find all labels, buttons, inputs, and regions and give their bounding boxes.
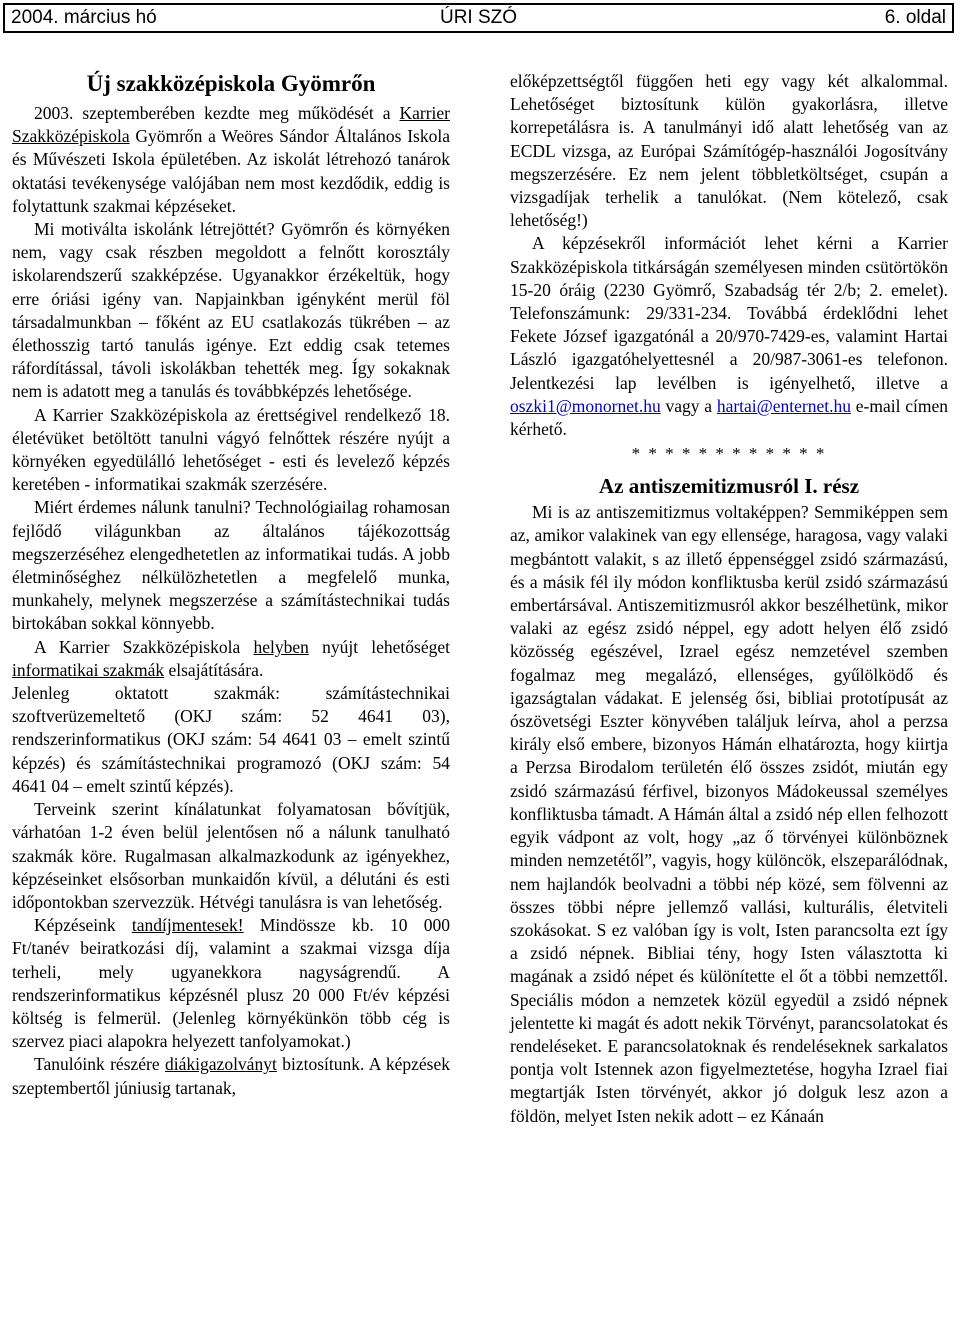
page-number: 6. oldal [884, 7, 946, 28]
paragraph: előképzettségtől függően heti egy vagy két alkalommal. Lehetőséget biztosítunk külön gyakorlásra, illetve korrepetálásra is. A tanulmányi idő alatt lehetőség van az ECDL vizsga, az Európai Számítógép-használói Jogosítvány megszerzésére. Ez nem jelent többletköltséget, csupán a vizsgadíjak terhelik a tanulókat. (Nem kötelező, csak lehetőség!) [510, 71, 948, 231]
paragraph: A Karrier Szakközépiskola az érettségivel rendelkező 18. életévüket betöltött tanulni vágyó felnőttek részére nyújt a környéken egyedülálló lehetőséget - esti és levelező képzés keretében - informatikai szakmák szerzésére. [12, 404, 450, 495]
paragraph: Jelenleg oktatott szakmák: számítástechnikai szoftverüzemeltető (OKJ szám: 52 4641 03), rendszerinformatikus (OKJ szám: 54 4641 03 – emelt szintű képzés) és számítástechnikai programozó (OKJ szám: 54 4641 04 – emelt szintű képzés). [12, 683, 450, 796]
paragraph: A Karrier Szakközépiskola helyben nyújt lehetőséget informatikai szakmák elsajátítására. [12, 636, 450, 680]
underlined-text: helyben [253, 636, 309, 657]
paragraph: Képzéseink tandíjmentesek! Mindössze kb. 10 000 Ft/tanév beiratkozási díj, valamint a szakmai vizsga díja terheli, mely ugyanekkora nagyságrendű. A rendszerinformatikus képzésnél plusz 20 000 Ft/év képzési költség is felmerül. (Jelenleg környékünkön több cég is szervez piaci alapokra helyezett tanfolyamokat.) [12, 915, 450, 1052]
paragraph: Miért érdemes nálunk tanulni? Technológiailag rohamosan fejlődő világunkban az általános tájékozottság megszerzéséhez elengedhetetlen az informatikai tudás. A jobb életminőséghez nélkülözhetetlen a megfelelő munka, munkahely, melynek megszerzése a számítástechnikai tudás birtokában sokkal könnyebb. [12, 497, 450, 634]
underlined-text: diákigazolványt [165, 1054, 277, 1075]
paragraph: 2003. szeptemberében kezdte meg működését a Karrier Szakközépiskola Gyömrőn a Weöres Sándor Általános Iskola és Művészeti Iskola épületében. Az iskolát létrehozó tanárok oktatási tevékenysége valójában nem most kezdődik, eddig is folytattunk szakmai képzéseket. [12, 103, 450, 216]
paragraph: Tanulóink részére diákigazolványt biztosítunk. A képzések szeptembertől júniusig tartanak, [12, 1054, 450, 1098]
publication-title: ÚRI SZÓ [439, 7, 518, 28]
article-title: Az antiszemitizmusról I. rész [598, 474, 860, 499]
email-link[interactable]: oszki1@monornet.hu [510, 395, 661, 416]
underlined-text: tandíjmentesek! [131, 915, 244, 936]
separator: * * * * * * * * * * * * [631, 444, 827, 464]
paragraph: A képzésekről információt lehet kérni a Karrier Szakközépiskola titkárságán személyesen minden csütörtökön 15-20 óráig (2230 Gyömrő, Szabadság tér 2/b; 2. emelet). Telefonszámunk: 29/331-234. Továbbá érdeklődni lehet Fekete József igazgatónál a 20/970-7429-es, valamint Hartai László igazgatóhelyettesnél a 20/987-3061-es telefonon. Jelentkezési lap levélben is igényelhető, illetve a oszki1@monornet.hu vagy a hartai@enternet.hu e-mail címen kérhető. [510, 233, 948, 440]
article-title: Új szakközépiskola Gyömrőn [86, 71, 376, 96]
email-link[interactable]: hartai@enternet.hu [716, 395, 852, 416]
paragraph: Terveink szerint kínálatunkat folyamatosan bővítjük, várhatóan 1-2 éven belül jelentősen nő a nálunk tanulható szakmák köre. Rugalmasan alkalmazkodunk az igényekhez, képzéseinket elsősorban munkaidőn kívül, a délutáni és esti időpontokban szervezzük. Hétvégi tanulásra is van lehetőség. [12, 799, 450, 912]
school-name-underlined: Karrier Szakközépiskola [12, 103, 450, 147]
underlined-text: informatikai szakmák [12, 659, 165, 680]
right-column [510, 70, 948, 1128]
left-column [12, 70, 450, 1100]
issue-date: 2004. március hó [11, 7, 157, 28]
paragraph: Mi motiválta iskolánk létrejöttét? Gyömrőn és környéken nem, vagy csak részben megoldott a felnőtt korosztály iskolarendszerű szakképzése. Ugyanakkor érzékeltük, hogy erre óriási igény van. Napjainkban igényként merül föl társadalmunkban – főként az EU csatlakozás tükrében – az élethosszig tartó tanulás igénye. Ezt eddig csak tetemes ráfordítással, távoli iskolákban tehették meg. Így sokaknak nem is adatott meg a tanulás és továbbképzés lehetősége. [12, 219, 450, 402]
page-header [3, 3, 954, 33]
paragraph: Mi is az antiszemitizmus voltaképpen? Semmiképpen sem az, amikor valakinek van egy ellensége, haragosa, vagy valaki megbántott valakit, s az illető éppenséggel zsidó származású, és a másik fél ily módon konfliktusba kerül zsidó származású embertársával. Antiszemitizmusról akkor beszélhetünk, mikor valaki az egész zsidó néppel, egy adott helyen élő zsidó közösség egészével, Izrael egész nemzetével szemben fogalmaz meg megalázó, ellenséges, gyűlölködő és igazságtalan vádakat. E jelenség ősi, bibliai prototípusát az ószövetségi Eszter könyvében találjuk leírva, ahol a perzsa király első embere, bizonyos Hámán elhatározta, hogy kiirtja a Perzsa Birodalom területén élő összes zsidót, miután egy zsidó származású férfivel, bizonyos Mádokeussal személyes konfliktusba támadt. A Hámán által a zsidó nép ellen felhozott egyik vádpont az volt, hogy „az ő törvényei különböznek minden nemzetétől”, vagyis, hogy különcök, elszeparálódnak, nem hajlandók beolvadni a többi nép közé, sem fölvenni az összes többi népre jellemző vallási, kulturális, életviteli szokásokat. S ez valóban így is volt, Isten parancsolta ezt így a zsidó népnek. Bibliai tény, hogy Isten választotta ki magának a zsidó népet és különítette el őt a többi nemzettől. Speciális módon a nemzetek közül egyedül a zsidó népnek jelentette ki magát és adott nekik Törvényt, parancsolatokat és rendeléseket. E parancsolatoknak és rendeléseknek sarkalatos pontja volt Istennek azon figyelmeztetése, hogyha Izrael fiai megtartják Isten törvényét, akkor jó dolguk lesz azon a földön, melyet Isten nekik adott – ez Kánaán [510, 502, 948, 1126]
